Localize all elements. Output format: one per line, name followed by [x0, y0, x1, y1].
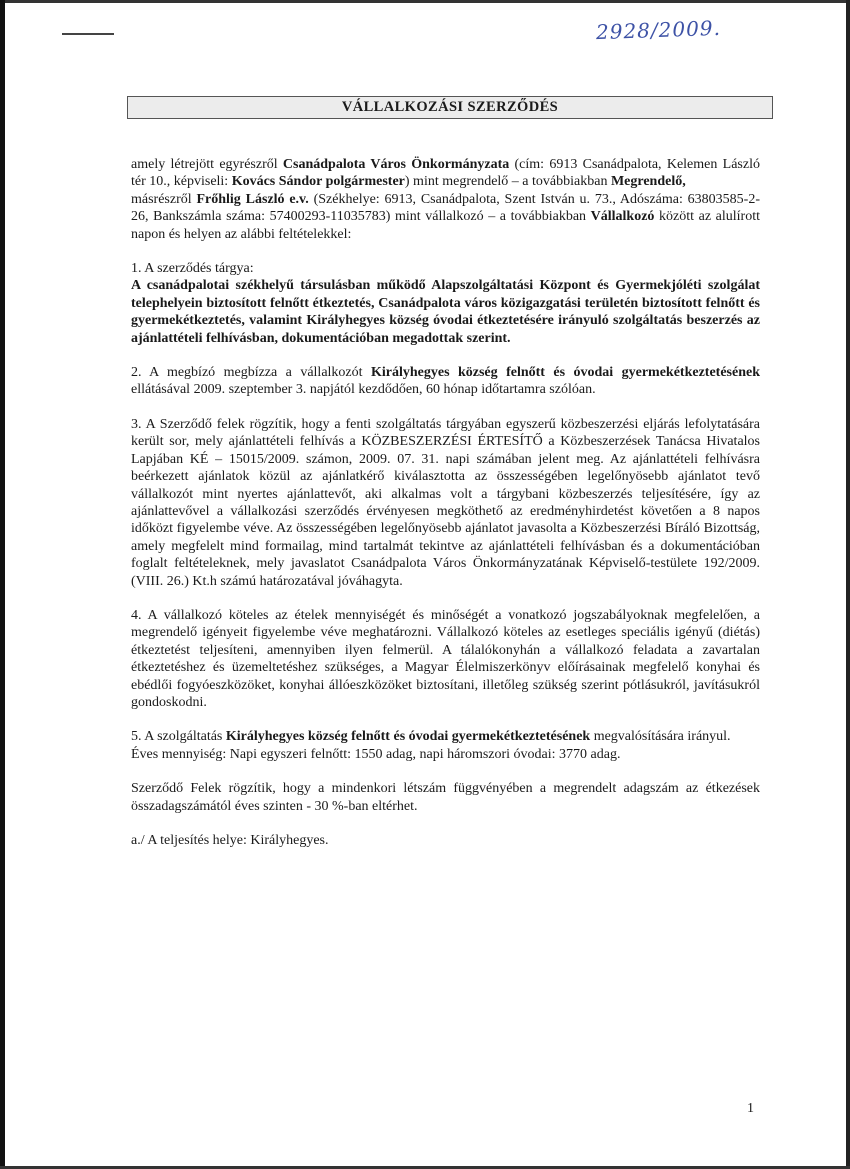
section-1-heading: 1. A szerződés tárgya: [131, 261, 254, 277]
section-5-text-2: megvalósítására irányul. [590, 729, 731, 745]
scan-border-left [0, 0, 5, 1169]
intro-text-2: (cím: 6913 Csanádpalota, Kelemen László tér 10., képviseli: [131, 157, 760, 190]
section-4: 4. A vállalkozó köteles az ételek mennyiségét és minőségét a vonatkozó jogszabályoknak megfelelően, a megrendelő igényeit figyelembe véve meghatározni. Vállalkozó köteles az esetleges speciális igényű (diétás) étkeztetést teljesíteni, amennyiben ilyen felmerül. A tálalókonyhán a vállalkozó feladata a zavartalan étkeztetéshez és üzemeltetéshez szükséges, a Magyar Élelmiszerkönyv előírásainak megfelelő konyhai és ebédlői fogyóeszközöket, konyhai állóeszközöket biztosítani, illetőleg szükség szerint pótlásukról, javításukról gondoskodni. [131, 607, 760, 710]
document-title: VÁLLALKOZÁSI SZERZŐDÉS [127, 96, 773, 119]
section-5-text-1: 5. A szolgáltatás [131, 729, 226, 745]
client-alias: Megrendelő, [610, 174, 686, 190]
scan-border-right [846, 0, 850, 1169]
deviation-clause: Szerződő Felek rögzítik, hogy a mindenkori létszám függvényében a megrendelt adagszám az étkezések összadagszámától éves szinten - 30 %-ban eltérhet. [131, 781, 760, 814]
scan-border-top [0, 0, 850, 3]
section-3: 3. A Szerződő felek rögzítik, hogy a fenti szolgáltatás tárgyában egyszerű közbeszerzési eljárás lefolytatására került sor, mely ajánlattételi felhívás a KÖZBESZERZÉSI ÉRTESÍTŐ a Közbeszerzések Tanácsa Hivatalos Lapjában KÉ – 15015/2009. számon, 2009. 07. 31. napi számában jelent meg. Az ajánlattételi felhívásra beérkezett ajánlatok közül az ajánlatkérő kiválasztotta az összességében legelőnyösebb ajánlatot tevő vállalkozót mint nyertes ajánlattevőt, aki alkalmas volt a tárgybani közbeszerzés teljesítésére, így az ajánlattevővel a vállalkozási szerződés érvényesen megköthető az eredményhirdetést követően a 8 napos időközt figyelembe véve. Az összességében legelőnyösebb ajánlatot javasolta a Közbeszerzési Bíráló Bizottság, amely megfelelt mind formailag, mind tartalmát tekintve az ajánlattételi felhívásban és a dokumentációban foglalt feltételeknek, mely javaslatot Csanádpalota Város Önkormányzatának Képviselő-testülete 192/2009. (VIII. 26.) Kt.h számú határozatával jóváhagyta. [131, 416, 760, 589]
margin-mark [62, 33, 114, 35]
section-2-text-1: 2. A megbízó megbízza a vállalkozót [131, 365, 371, 381]
section-2-service: Királyhegyes község felnőtt és óvodai gyermekétkeztetésének [370, 365, 760, 381]
annual-quantity: Éves mennyiség: Napi egyszeri felnőtt: 1550 adag, napi háromszori óvodai: 3770 adag. [131, 746, 621, 762]
section-1-subject: A csanádpalotai székhelyű társulásban működő Alapszolgáltatási Központ és Gyermekjóléti szolgálat telephelyein biztosított felnőtt étkeztetés, Csanádpalota város közigazgatási területén biztosított felnőtt és gyermekétkeztetés, valamint Királyhegyes község óvodai étkeztetésére irányuló szolgáltatás beszerzés az ajánlattételi felhívásban, dokumentációban megadottak szerint. [131, 278, 760, 346]
contractor-name: Frőhlig László e.v. [196, 191, 309, 207]
contract-body [131, 156, 760, 866]
section-2-text-2: ellátásával 2009. szeptember 3. napjától kezdődően, 60 hónap időtartamra szólóan. [131, 382, 596, 398]
section-5-service: Királyhegyes község felnőtt és óvodai gyermekétkeztetésének [225, 729, 591, 745]
section-1-body [131, 277, 760, 347]
section-5 [131, 728, 760, 745]
intro-text-3: ) mint megrendelő – a továbbiakban [404, 174, 611, 190]
client-representative: Kovács Sándor polgármester [231, 174, 405, 190]
intro-paragraph [131, 156, 760, 243]
page-number: 1 [747, 1101, 754, 1116]
intro-text-1: amely létrejött egyrészről [131, 157, 283, 172]
performance-place: a./ A teljesítés helye: Királyhegyes. [131, 833, 329, 848]
section-2 [131, 364, 760, 399]
client-name: Csanádpalota Város Önkormányzata [282, 157, 510, 172]
contractor-alias: Vállalkozó [590, 209, 655, 225]
intro-text-4: másrészről [131, 191, 197, 207]
intro-text-5: (Székhelye: 6913, Csanádpalota, Szent István u. 73., Adószáma: 63803585-2-26, Bankszámla száma: 57400293-11035783) mint vállalkozó – a továbbiakban [131, 191, 760, 225]
intro-text-6: között az alulírott napon és helyen az alábbi feltételekkel: [131, 209, 760, 242]
handwritten-reference-number: 2928/2009. [595, 15, 722, 45]
